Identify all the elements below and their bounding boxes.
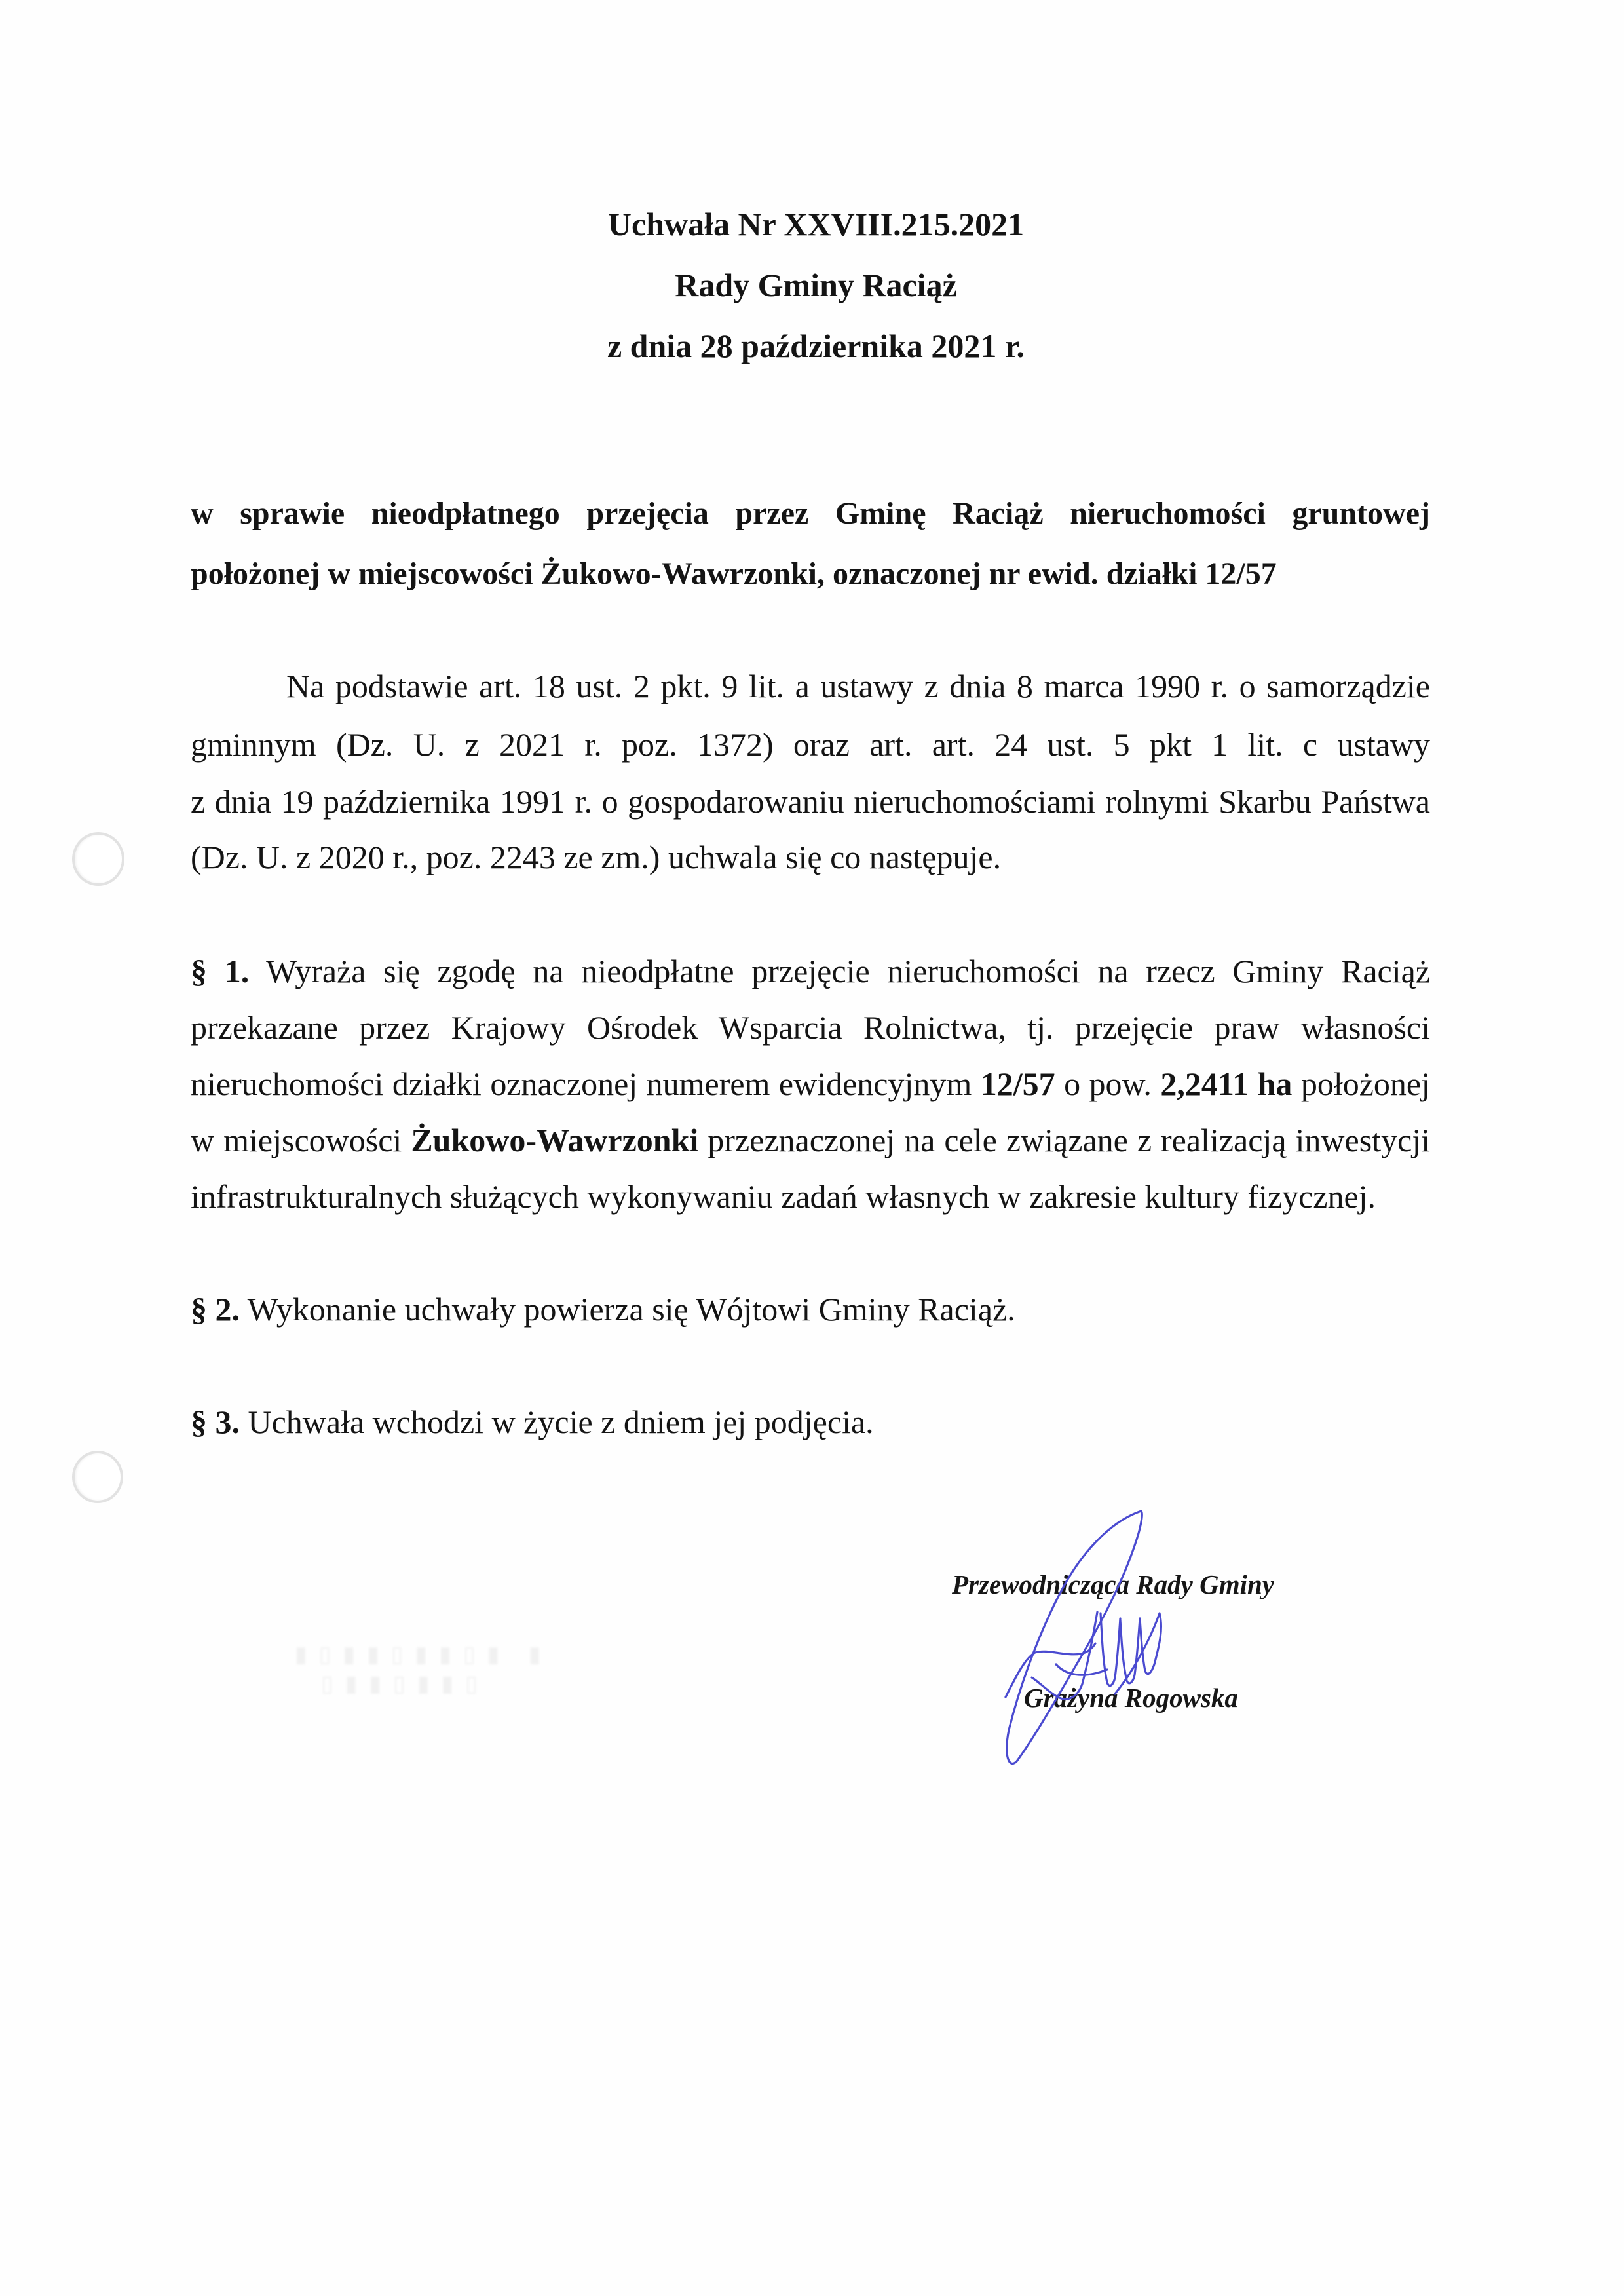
locality-name: Żukowo-Wawrzonki — [411, 1122, 699, 1158]
section-1-mark: § 1. — [191, 953, 250, 989]
show-through-mark: ▮▯▮▮▯▮▮▯▮ ▮ — [295, 1643, 553, 1667]
preamble-line-3: z dnia 19 października 1991 r. o gospodarowaniu nieruchomościami rolnymi Skarbu Państwa — [191, 783, 1430, 820]
signature-l-stroke — [1120, 1618, 1140, 1683]
date-text: z dnia 28 października 2021 r. — [607, 328, 1025, 364]
preamble-line-2: gminnym (Dz. U. z 2021 r. poz. 1372) oraz art. art. 24 ust. 5 pkt 1 lit. c ustawy — [191, 726, 1430, 763]
signature-l-stroke — [1101, 1613, 1120, 1686]
section-2-mark: § 2. — [191, 1291, 240, 1328]
section-1-line-5: infrastrukturalnych służących wykonywaniu zadań własnych w zakresie kultury fizycznej. — [191, 1178, 1376, 1215]
signatory-name: Grażyna Rogowska — [1024, 1683, 1238, 1713]
issuer-text: Rady Gminy Raciąż — [675, 267, 957, 303]
section-3 — [191, 1402, 1430, 1442]
subject-line-1: w sprawie nieodpłatnego przejęcia przez Gminę Raciąż nieruchomości gruntowej — [191, 496, 1430, 531]
signature-l-stroke — [1140, 1613, 1161, 1674]
resolution-number: Uchwała Nr XXVIII.215.2021 — [607, 206, 1025, 242]
resolution-issuer — [0, 265, 1624, 305]
section-2-text: Wykonanie uchwały powierza się Wójtowi Gminy Raciąż. — [247, 1291, 1015, 1328]
section-1-text: o pow. — [1064, 1065, 1152, 1102]
resolution-date — [0, 326, 1624, 366]
parcel-number: 12/57 — [980, 1065, 1055, 1102]
section-3-text: Uchwała wchodzi w życie z dniem jej podjęcia. — [248, 1404, 874, 1440]
preamble-line-1: Na podstawie art. 18 ust. 2 pkt. 9 lit. a ustawy z dnia 8 marca 1990 r. o samorządzie — [286, 668, 1430, 704]
section-1-line-3 — [191, 1064, 1430, 1103]
signatory-role: Przewodnicząca Rady Gminy — [952, 1569, 1274, 1599]
section-3-mark: § 3. — [191, 1404, 240, 1440]
section-1-line-4 — [191, 1120, 1430, 1160]
signature-loop-stroke — [1007, 1511, 1142, 1763]
section-1-text: położonej — [1300, 1065, 1430, 1102]
section-1-line-1 — [191, 951, 1430, 991]
punch-hole-bottom — [72, 1451, 123, 1503]
resolution-title — [0, 204, 1624, 244]
section-1-text: w miejscowości — [191, 1122, 402, 1158]
subject-line-2: położonej w miejscowości Żukowo-Wawrzonki, oznaczonej nr ewid. działki 12/57 — [191, 556, 1277, 591]
section-1-text: Wyraża się zgodę na nieodpłatne przejęcie nieruchomości na rzecz Gminy Raciąż — [266, 953, 1430, 989]
signature-cross-stroke — [1056, 1664, 1107, 1675]
section-2 — [191, 1290, 1430, 1329]
section-1-line-2: przekazane przez Krajowy Ośrodek Wsparcia Rolnictwa, tj. przejęcie praw własności — [191, 1009, 1430, 1046]
section-1-text: nieruchomości działki oznaczonej numerem ewidencyjnym — [191, 1065, 972, 1102]
preamble-line-4: (Dz. U. z 2020 r., poz. 2243 ze zm.) uchwala się co następuje. — [191, 839, 1002, 875]
section-1-text: przeznaczonej na cele związane z realizacją inwestycji — [708, 1122, 1431, 1158]
parcel-area: 2,2411 ha — [1160, 1065, 1293, 1102]
show-through-mark: ▯▮▮▯▮▮▯ — [321, 1672, 489, 1696]
punch-hole-top — [72, 832, 124, 886]
